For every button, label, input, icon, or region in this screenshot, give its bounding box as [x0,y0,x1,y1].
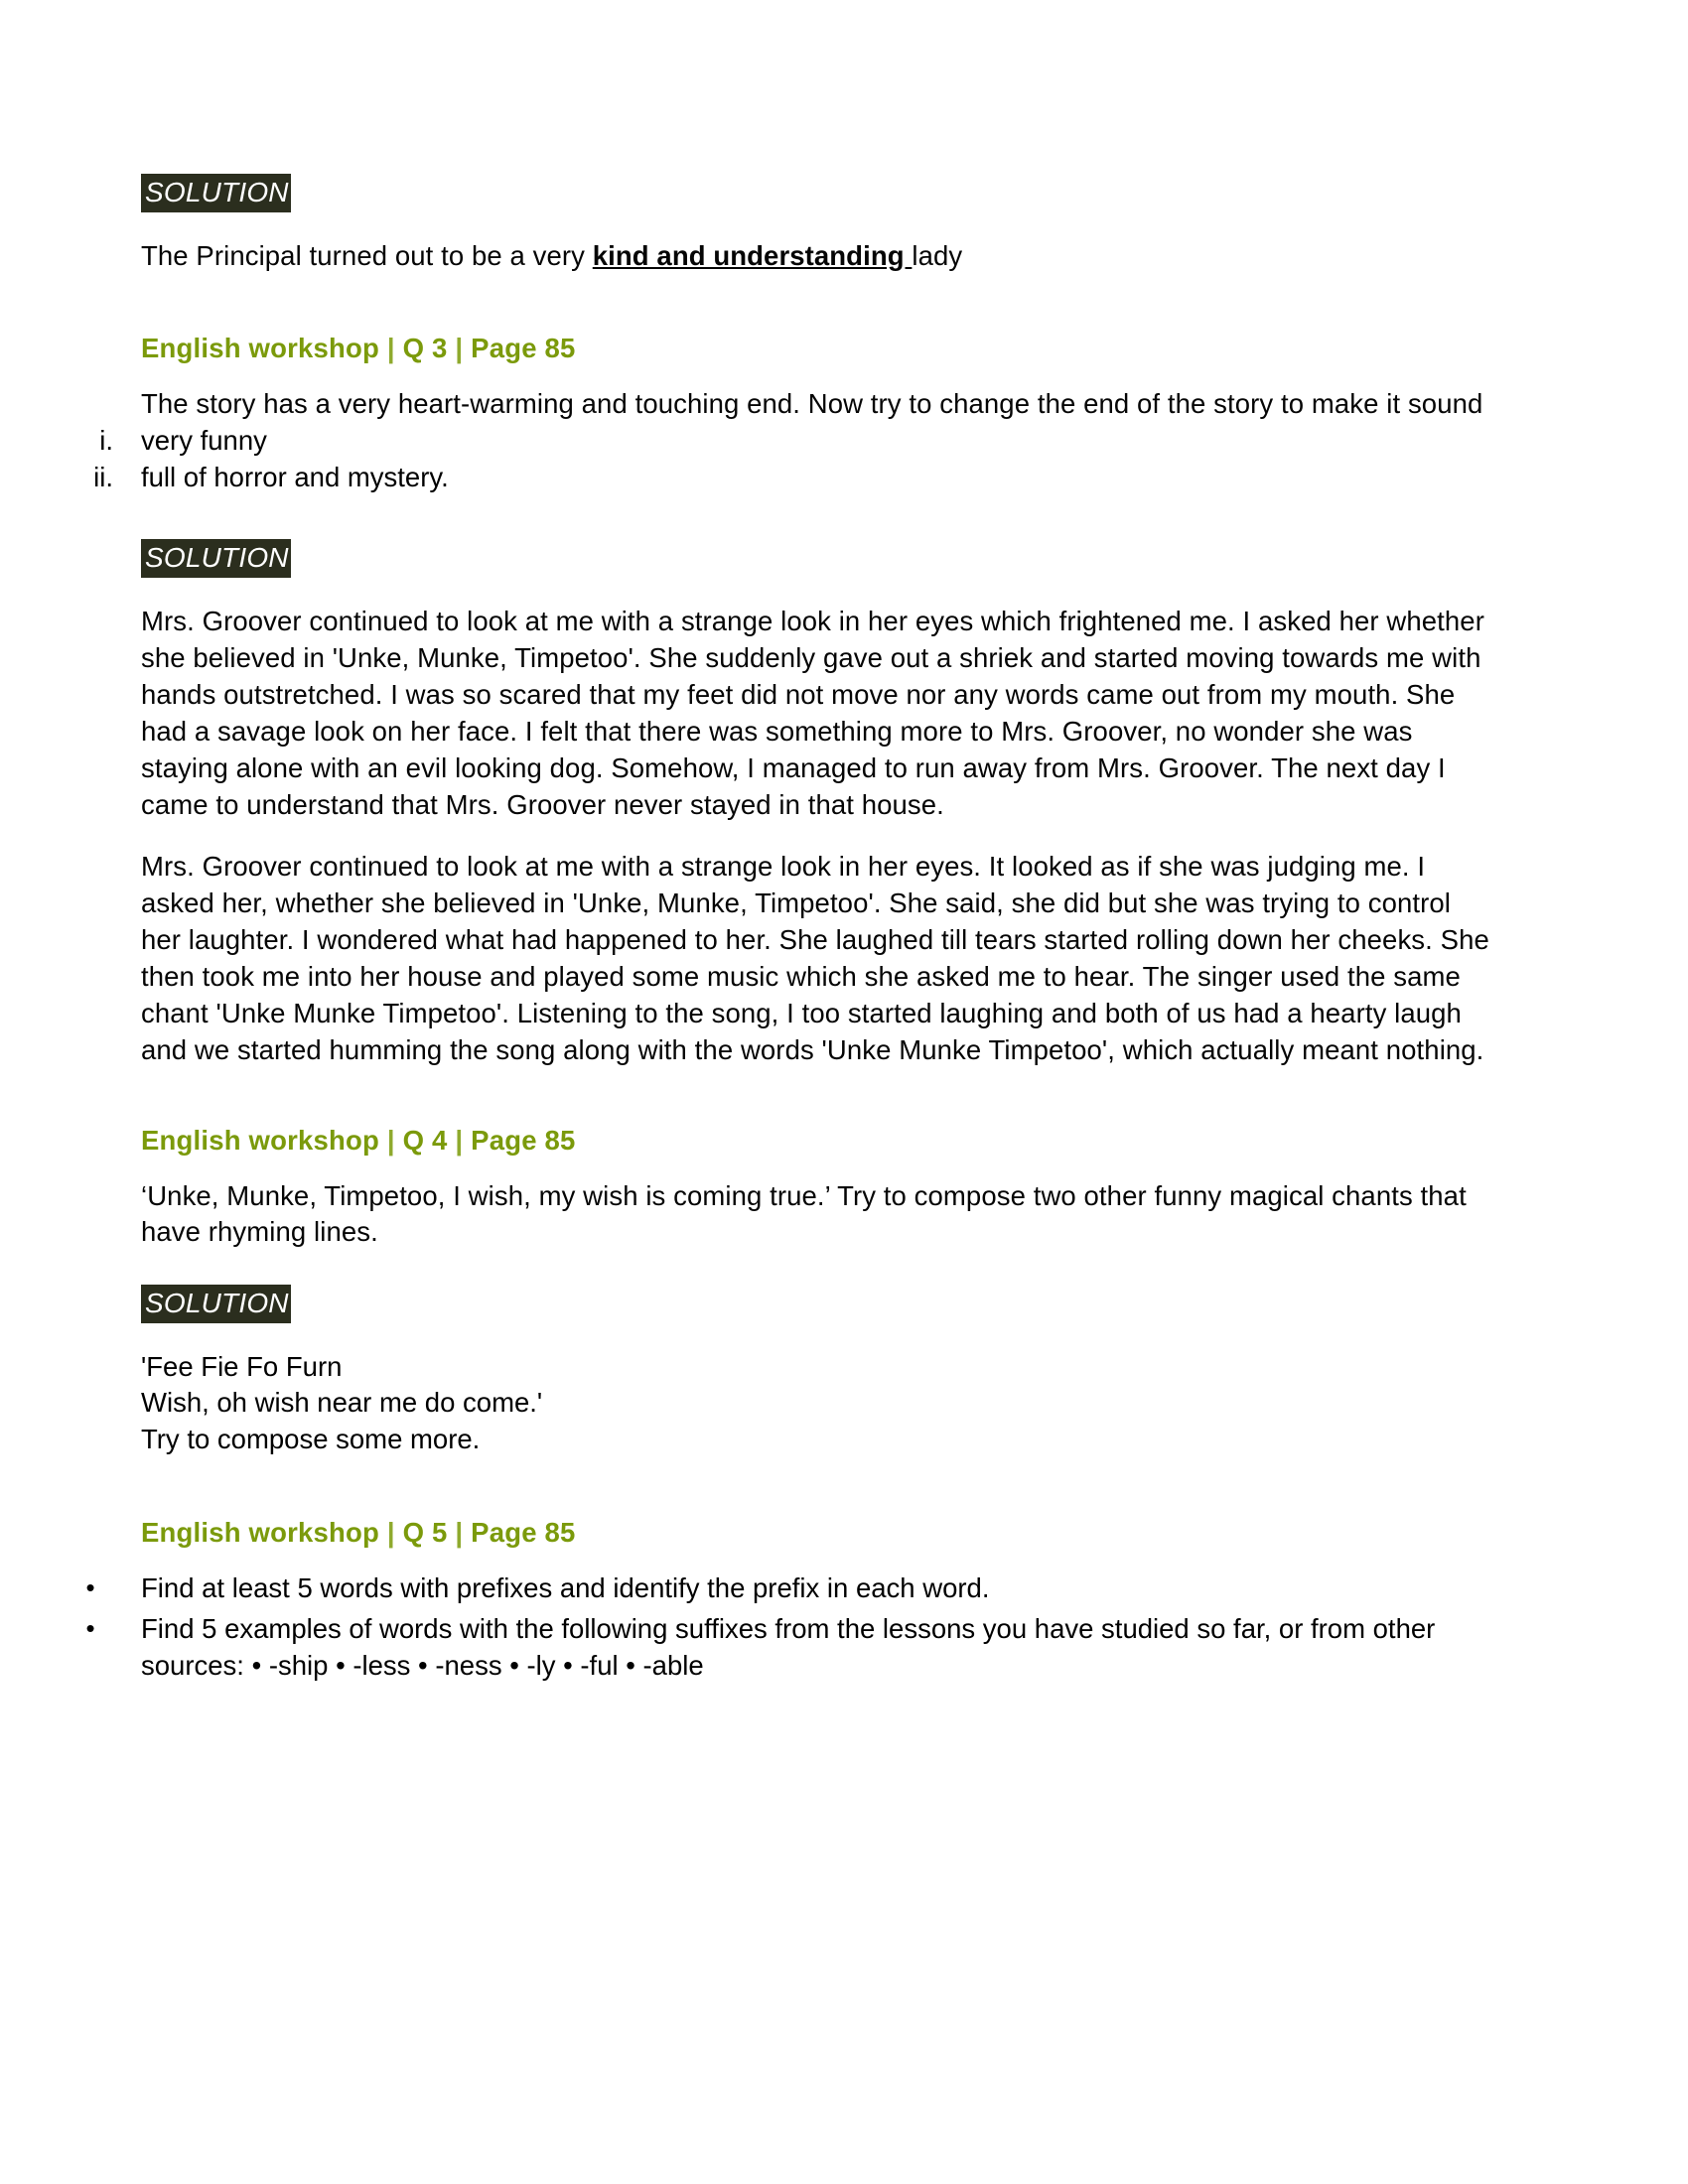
q3-options-list [93,423,1489,496]
q5-heading-sep-1: | [386,1517,395,1549]
q4-solution-line-2: Wish, oh wish near me do come.' [141,1387,543,1419]
q3-heading-question: Q 3 [402,332,448,363]
q4-heading-page: Page 85 [471,1124,576,1156]
q3-solution-paragraph-2: Mrs. Groover continued to look at me with a strange look in her eyes. It looked as if she was judging me. I asked her, whether she believed in 'Unke, Munke, Timpetoo'. She said, she did but she was trying to control her laughter. I wondered what had happened to her. She laughed till tears started rolling down her cheeks. She then took me into her house and played some music which she asked me to hear. The singer used the same chant 'Unke Munke Timpetoo'. Listening to the song, I too started laughing and both of us had a hearty laugh and we started humming the song along with the words 'Unke Munke Timpetoo', which actually meant nothing. [141,851,1489,1065]
q3-heading-source: English workshop [141,332,380,363]
q2-solution-answer [141,238,1489,275]
solution-label-q4: SOLUTION [141,1285,291,1323]
list-item [93,460,1489,496]
q3-option-text-2: full of horror and mystery. [141,461,449,492]
q4-solution-verse [141,1349,1489,1457]
q4-heading-question: Q 4 [402,1124,448,1156]
q5-heading-sep-2: | [455,1517,464,1549]
bullet-icon: • [85,1612,95,1643]
section-heading-q5 [141,1517,1489,1549]
q4-solution-line-3: Try to compose some more. [141,1423,481,1454]
q3-heading-sep-1: | [386,332,395,363]
q4-prompt: ‘Unke, Munke, Timpetoo, I wish, my wish is coming true.’ Try to compose two other funny magical chants that have rhyming lines. [141,1179,1467,1248]
q2-answer-suffix: lady [912,240,963,271]
solution-chip-wrapper-q2 [141,174,1489,212]
q3-heading-page: Page 85 [471,332,576,363]
q5-heading-page: Page 85 [471,1517,576,1549]
spacer [119,521,1489,539]
section-heading-q3 [141,333,1489,364]
q3-option-marker-2: ii. [93,461,113,492]
q5-bullet-list [85,1570,1489,1685]
q5-heading-question: Q 5 [402,1517,448,1549]
q3-heading-sep-2: | [455,332,464,363]
document-content [85,174,1489,1705]
q3-prompt: The story has a very heart-warming and touching end. Now try to change the end of the story to make it sound [141,387,1483,419]
q4-solution-line-1: 'Fee Fie Fo Furn [141,1351,343,1383]
q2-answer-prefix: The Principal turned out to be a very [141,240,593,271]
bullet-icon: • [85,1572,95,1603]
list-item [85,1570,1489,1607]
list-item [99,423,1489,460]
q3-option-text-1: very funny [141,424,267,456]
q5-heading-source: English workshop [141,1517,380,1549]
q3-option-marker-1: i. [99,424,113,456]
solution-label-q3: SOLUTION [141,539,291,578]
section-heading-q4 [141,1125,1489,1157]
q4-heading-source: English workshop [141,1124,380,1156]
q4-heading-sep-2: | [455,1124,464,1156]
q3-solution-paragraph-1: Mrs. Groover continued to look at me with a strange look in her eyes which frightened me. I asked her whether she believed in 'Unke, Munke, Timpetoo'. She suddenly gave out a shriek and started moving towards me with hands outstretched. I was so scared that my feet did not move nor any words came out from my mouth. She had a savage look on her face. I felt that there was something more to Mrs. Groover, no wonder she was staying alone with an evil looking dog. Somehow, I managed to run away from Mrs. Groover. The next day I came to understand that Mrs. Groover never stayed in that house. [141,606,1484,820]
q4-heading-sep-1: | [386,1124,395,1156]
solution-label-q2: SOLUTION [141,174,291,212]
solution-chip-wrapper-q3 [141,539,1489,578]
q5-bullet-text-2: Find 5 examples of words with the following suffixes from the lessons you have studied so far, or from other sources: • -ship • -less • -ness • -ly • -ful • -able [141,1612,1436,1681]
solution-chip-wrapper-q4 [141,1285,1489,1323]
q5-bullet-text-1: Find at least 5 words with prefixes and identify the prefix in each word. [141,1572,990,1604]
q2-answer-emphasis: kind and understanding [592,240,913,271]
list-item [85,1611,1489,1685]
